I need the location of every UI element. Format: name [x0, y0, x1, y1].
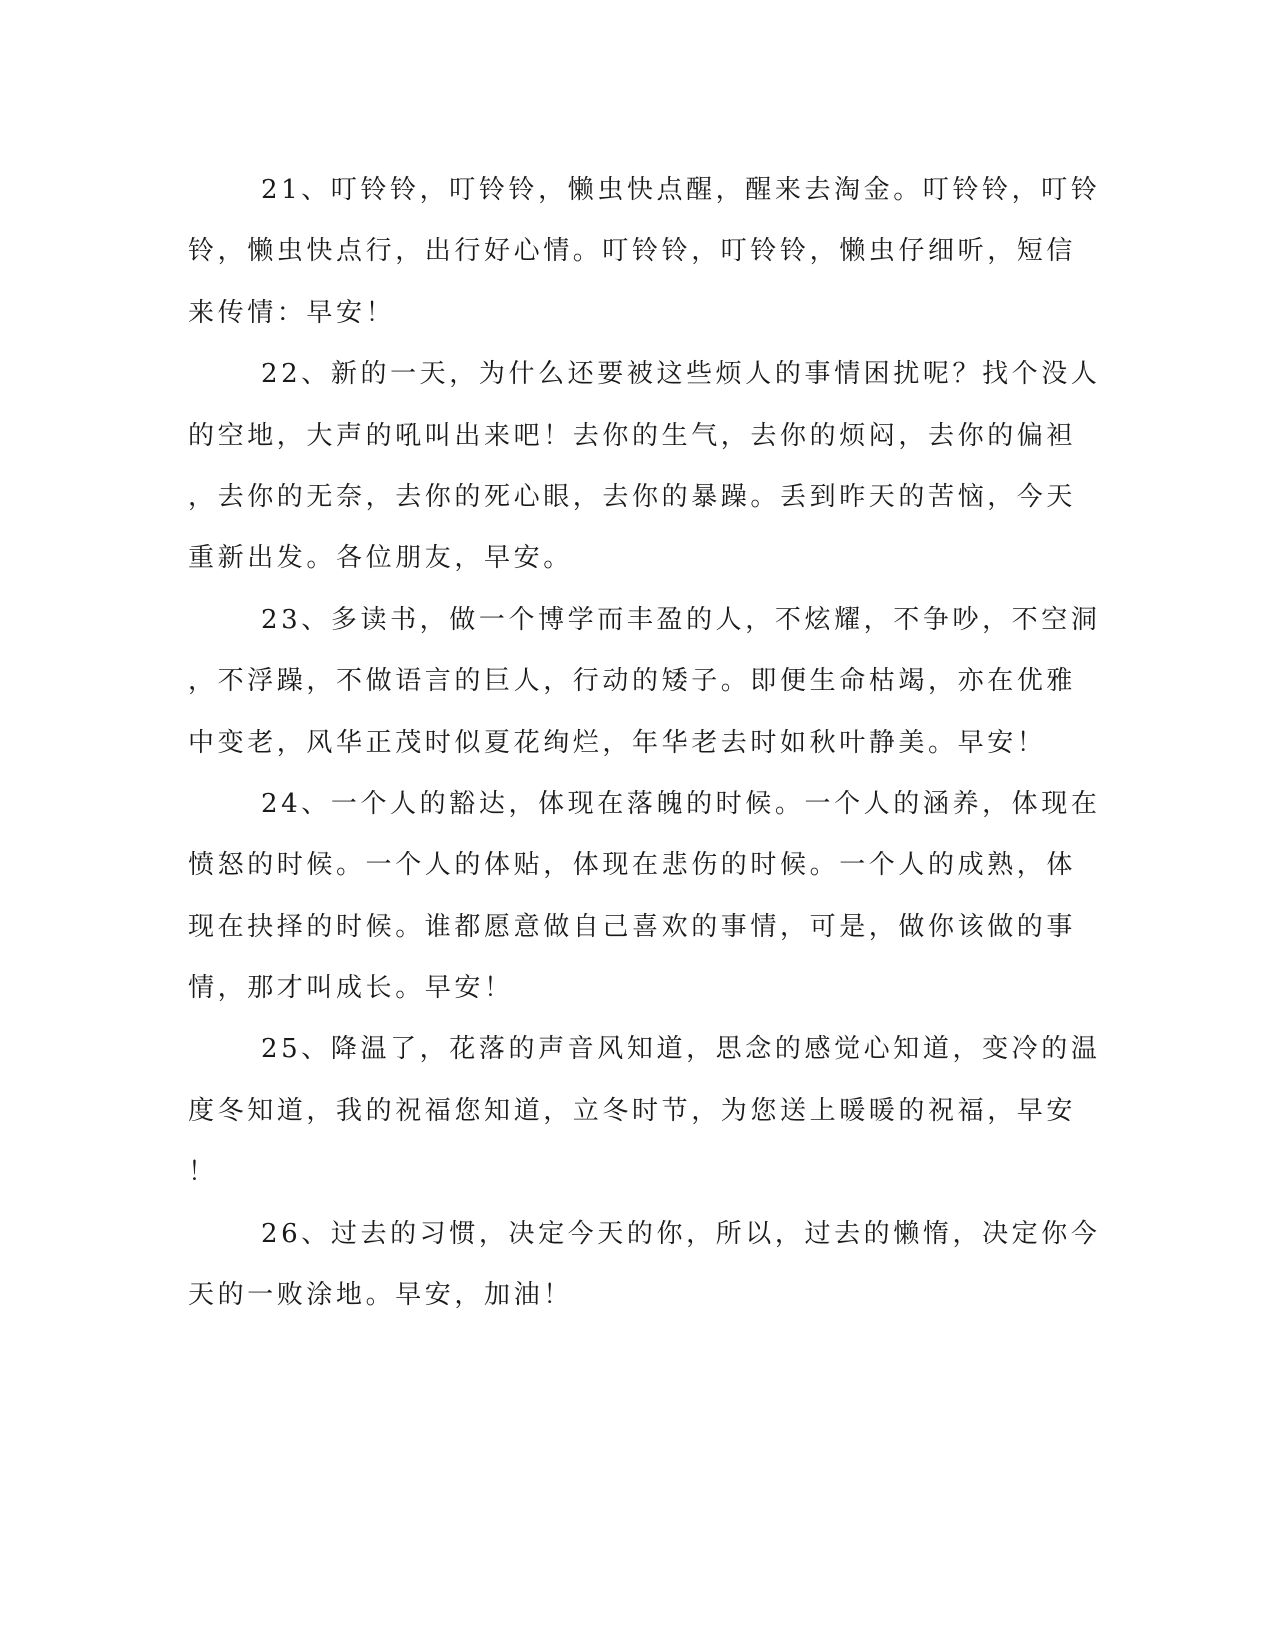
text-line: 中变老，风华正茂时似夏花绚烂，年华老去时如秋叶静美。早安！	[188, 727, 1047, 758]
text-line: ，去你的无奈，去你的死心眼，去你的暴躁。丢到昨天的苦恼，今天	[188, 481, 1077, 512]
text-line: 的空地，大声的吼叫出来吧！去你的生气，去你的烦闷，去你的偏袒	[188, 420, 1077, 451]
text-line: 天的一败涂地。早安，加油！	[188, 1280, 573, 1311]
text-line: 24、一个人的豁达，体现在落魄的时候。一个人的涵养，体现在	[261, 788, 1101, 819]
body-text	[188, 160, 1101, 1326]
paragraph-25	[188, 1019, 1101, 1203]
text-line: 度冬知道，我的祝福您知道，立冬时节，为您送上暖暖的祝福，早安	[188, 1095, 1077, 1126]
text-line: 26、过去的习惯，决定今天的你，所以，过去的懒惰，决定你今	[261, 1218, 1101, 1249]
text-line: 情，那才叫成长。早安！	[188, 973, 514, 1004]
text-line: 21、叮铃铃，叮铃铃，懒虫快点醒，醒来去淘金。叮铃铃，叮铃	[261, 175, 1101, 205]
text-line: ，不浮躁，不做语言的巨人，行动的矮子。即便生命枯竭，亦在优雅	[188, 666, 1077, 697]
paragraph-21	[188, 160, 1101, 344]
text-line: 现在抉择的时候。谁都愿意做自己喜欢的事情，可是，做你该做的事	[188, 911, 1077, 942]
text-line: 22、新的一天，为什么还要被这些烦人的事情困扰呢？找个没人	[261, 359, 1101, 390]
text-line: 来传情：早安！	[188, 297, 396, 328]
text-line: 25、降温了，花落的声音风知道，思念的感觉心知道，变冷的温	[261, 1034, 1101, 1065]
paragraph-26	[188, 1204, 1101, 1327]
text-line: 愤怒的时候。一个人的体贴，体现在悲伤的时候。一个人的成熟，体	[188, 850, 1077, 881]
paragraph-23	[188, 590, 1101, 774]
text-line: 铃，懒虫快点行，出行好心情。叮铃铃，叮铃铃，懒虫仔细听，短信	[188, 236, 1077, 267]
text-line: 重新出发。各位朋友，早安。	[188, 543, 573, 574]
paragraph-24	[188, 774, 1101, 1020]
text-line: 23、多读书，做一个博学而丰盈的人，不炫耀，不争吵，不空洞	[261, 604, 1101, 635]
paragraph-22	[188, 344, 1101, 590]
text-line: ！	[188, 1157, 218, 1188]
